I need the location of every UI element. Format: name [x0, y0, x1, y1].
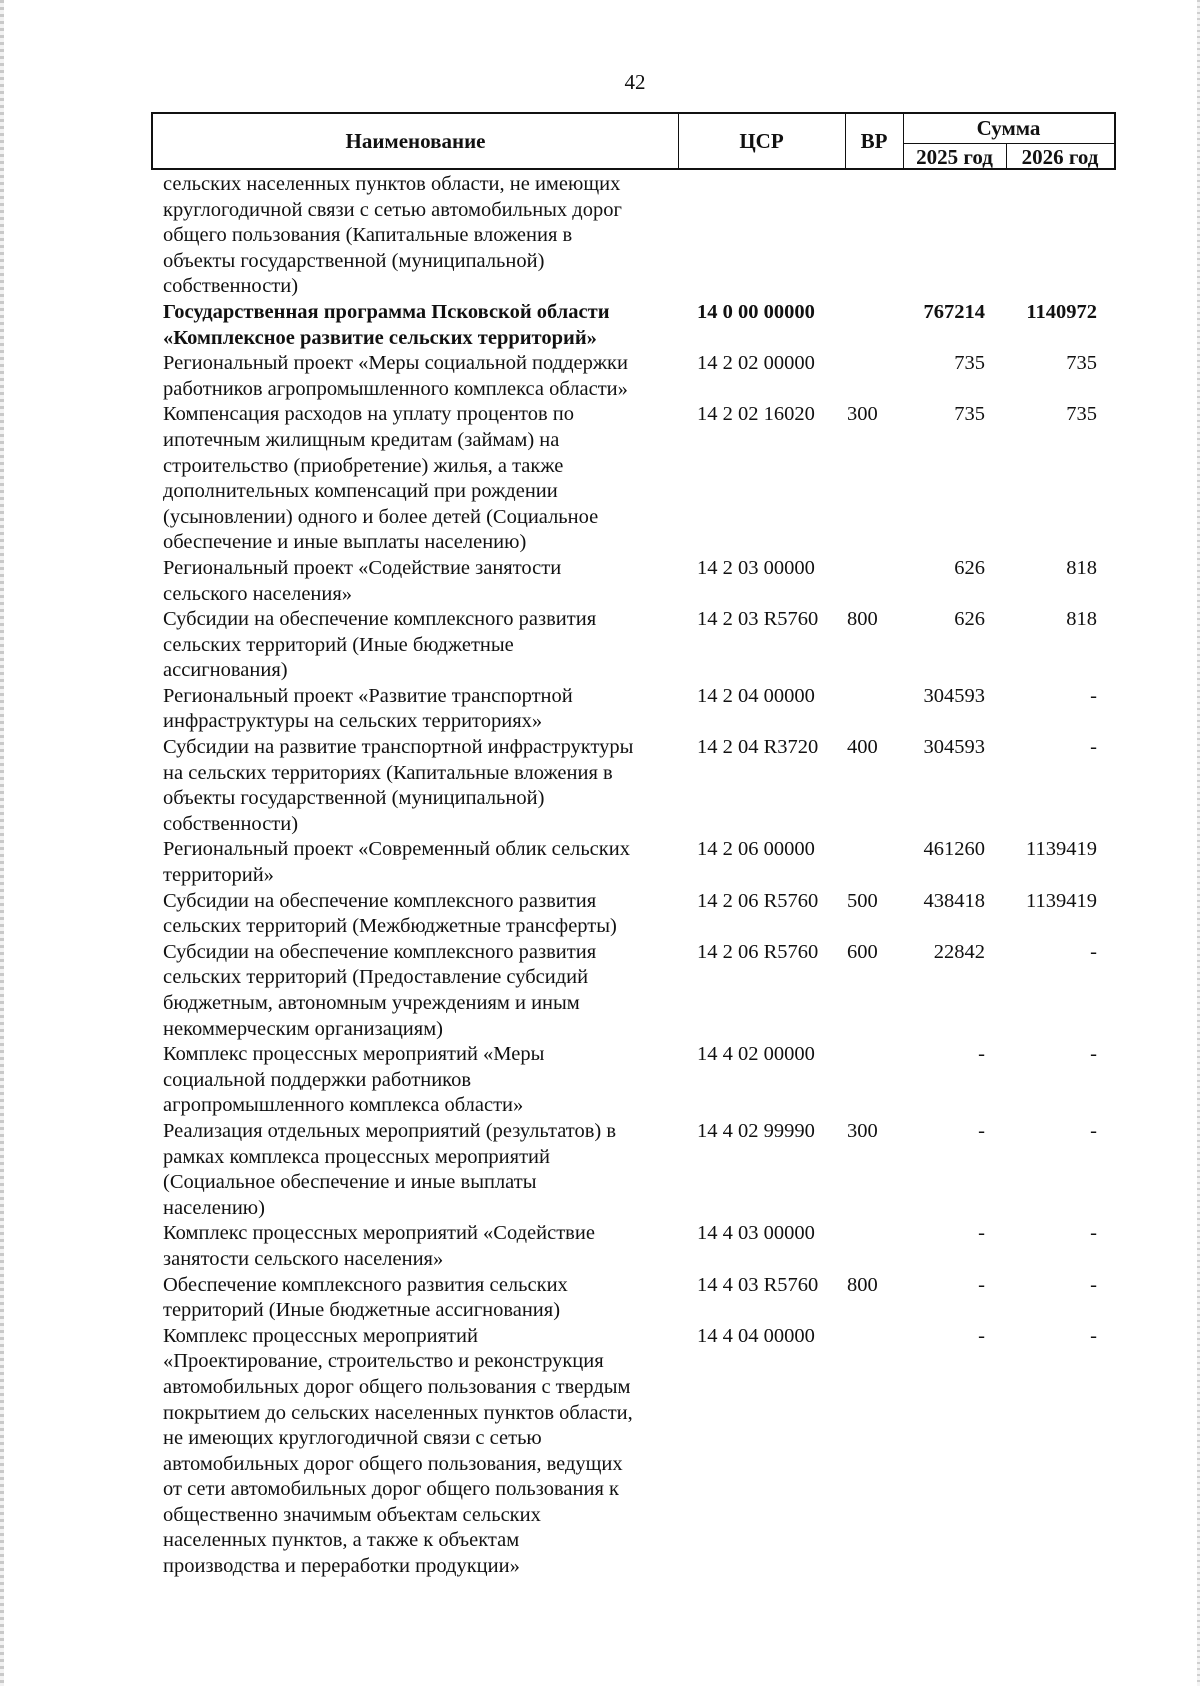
row-name: Региональный проект «Развитие транспортной инфраструктуры на сельских территориях»	[163, 684, 573, 733]
row-name: Государственная программа Псковской области «Комплексное развитие сельских территорий»	[163, 300, 610, 349]
row-vr: 300	[847, 1119, 878, 1142]
row-vr: 300	[847, 403, 878, 426]
row-sum-2026: -	[1090, 940, 1097, 963]
row-csr: 14 4 04 00000	[697, 1324, 815, 1347]
header-year-2025: 2025 год	[916, 145, 993, 169]
table-row	[163, 837, 1123, 888]
row-sum-2026: -	[1090, 1273, 1097, 1296]
row-sum-2025: 626	[954, 608, 985, 631]
table-row	[163, 889, 1123, 940]
row-sum-2025: 767214	[923, 300, 985, 323]
table-row	[163, 556, 1123, 607]
table-row	[163, 735, 1123, 837]
row-csr: 14 2 03 R5760	[697, 608, 819, 631]
row-name: Реализация отдельных мероприятий (результатов) в рамках комплекса процессных мероприятий (Социальное обеспечение и иные выплаты населению)	[163, 1119, 617, 1219]
row-csr: 14 2 03 00000	[697, 556, 815, 579]
row-sum-2026: 818	[1066, 608, 1097, 631]
row-sum-2025: 735	[954, 352, 985, 375]
row-sum-2026: -	[1090, 1324, 1097, 1347]
header-csr: ЦСР	[739, 129, 784, 153]
row-csr: 14 2 06 R5760	[697, 889, 819, 912]
row-sum-2025: -	[978, 1324, 985, 1347]
row-sum-2025: 22842	[933, 940, 985, 963]
row-sum-2025: -	[978, 1119, 985, 1142]
row-csr: 14 2 06 00000	[697, 838, 815, 861]
row-name: Обеспечение комплексного развития сельских территорий (Иные бюджетные ассигнования)	[163, 1273, 568, 1322]
row-name: Региональный проект «Современный облик сельских территорий»	[163, 838, 630, 887]
row-csr: 14 2 02 00000	[697, 352, 815, 375]
header-name: Наименование	[345, 129, 486, 153]
row-sum-2026: -	[1090, 1222, 1097, 1245]
row-sum-2026: -	[1090, 1043, 1097, 1066]
page-number: 42	[624, 70, 646, 94]
row-sum-2026: -	[1090, 736, 1097, 759]
row-sum-2026: 1139419	[1026, 838, 1097, 861]
table-row	[163, 300, 1123, 351]
row-name: Региональный проект «Содействие занятости сельского населения»	[163, 556, 562, 605]
row-name: Комплекс процессных мероприятий «Содействие занятости сельского населения»	[163, 1222, 595, 1270]
table-row	[163, 402, 1123, 556]
row-vr: 500	[847, 889, 878, 912]
row-name: Субсидии на обеспечение комплексного развития сельских территорий (Межбюджетные трансферты)	[163, 889, 617, 938]
table-row	[163, 607, 1123, 684]
row-sum-2025: -	[978, 1273, 985, 1296]
table-body	[163, 172, 1123, 1580]
row-sum-2026: -	[1090, 1119, 1097, 1142]
row-name: Комплекс процессных мероприятий «Проектирование, строительство и реконструкция автомобильных дорог общего пользования с твердым покрытием до сельских населенных пунктов области, не имеющих круглогодичной связи с сетью автомобильных дорог общего пользования, ведущих от сети автомобильных дорог общего пользования к общественно значимым объектам сельских населенных пунктов, а также к объектам производства и переработки продукции»	[163, 1324, 633, 1578]
row-sum-2026: 735	[1066, 352, 1097, 375]
header-year-2026: 2026 год	[1021, 145, 1099, 169]
row-sum-2025: -	[978, 1043, 985, 1066]
row-name: Субсидии на развитие транспортной инфраструктуры на сельских территориях (Капитальные вложения в объекты государственной (муниципальной) собственности)	[163, 736, 634, 835]
row-csr: 14 0 00 00000	[697, 300, 815, 323]
row-csr: 14 4 03 00000	[697, 1222, 815, 1245]
row-vr: 800	[847, 1273, 878, 1296]
row-sum-2025: 304593	[923, 684, 985, 707]
row-sum-2026: -	[1090, 684, 1097, 707]
row-vr: 600	[847, 940, 878, 963]
row-name: Региональный проект «Меры социальной поддержки работников агропромышленного комплекса области»	[163, 352, 628, 400]
table-header	[151, 112, 1116, 170]
header-sum: Сумма	[976, 116, 1041, 140]
table-row	[163, 1324, 1123, 1580]
row-sum-2026: 818	[1066, 556, 1097, 579]
row-sum-2025: -	[978, 1222, 985, 1245]
row-csr: 14 2 02 16020	[697, 403, 815, 426]
row-name: Комплекс процессных мероприятий «Меры социальной поддержки работников агропромышленного комплекса области»	[163, 1043, 545, 1117]
scan-edge-left	[0, 0, 4, 1686]
table-row	[163, 172, 1123, 300]
row-name: Компенсация расходов на уплату процентов по ипотечным жилищным кредитам (займам) на строительство (приобретение) жилья, а также дополнительных компенсаций при рождении (усыновлении) одного и более детей (Социальное обеспечение и иные выплаты населению)	[163, 403, 599, 554]
row-vr: 800	[847, 608, 878, 631]
row-sum-2026: 1139419	[1026, 889, 1097, 912]
table-row	[163, 940, 1123, 1042]
table-row	[163, 1221, 1123, 1272]
row-sum-2025: 735	[954, 403, 985, 426]
row-name: Субсидии на обеспечение комплексного развития сельских территорий (Иные бюджетные ассигнования)	[163, 608, 597, 682]
row-sum-2025: 461260	[923, 838, 985, 861]
row-vr: 400	[847, 736, 878, 759]
table-row	[163, 684, 1123, 735]
row-csr: 14 2 04 00000	[697, 684, 815, 707]
row-sum-2025: 438418	[923, 889, 985, 912]
row-sum-2026: 1140972	[1026, 300, 1097, 323]
row-csr: 14 4 02 00000	[697, 1043, 815, 1066]
table-row	[163, 351, 1123, 402]
row-csr: 14 2 06 R5760	[697, 940, 819, 963]
header-vr: ВР	[860, 129, 888, 153]
row-sum-2025: 304593	[923, 736, 985, 759]
row-sum-2026: 735	[1066, 403, 1097, 426]
table-row	[163, 1273, 1123, 1324]
row-name: сельских населенных пунктов области, не имеющих круглогодичной связи с сетью автомобильных дорог общего пользования (Капитальные вложения в объекты государственной (муниципальной) собственности)	[163, 173, 622, 298]
table-row	[163, 1042, 1123, 1119]
row-csr: 14 4 03 R5760	[697, 1273, 819, 1296]
row-csr: 14 4 02 99990	[697, 1119, 815, 1142]
row-sum-2025: 626	[954, 556, 985, 579]
table-row	[163, 1119, 1123, 1221]
row-csr: 14 2 04 R3720	[697, 736, 819, 759]
row-name: Субсидии на обеспечение комплексного развития сельских территорий (Предоставление субсидий бюджетным, автономным учреждениям и иным некоммерческим организациям)	[163, 940, 597, 1040]
